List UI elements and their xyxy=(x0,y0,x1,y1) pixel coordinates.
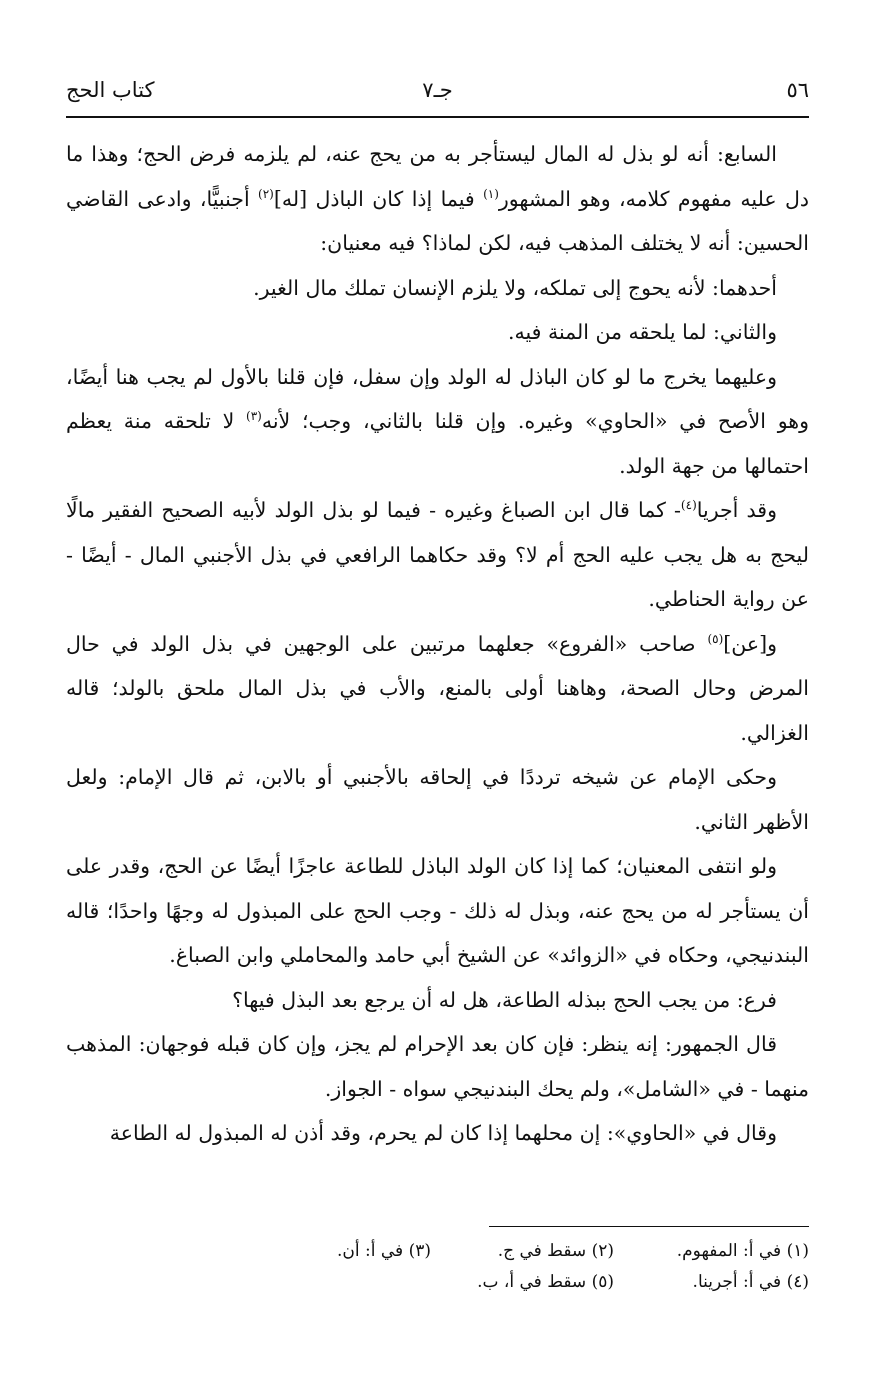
paragraph-text: صاحب «الفروع» جعلهما مرتبين على الوجهين في بذل الولد في حال المرض وحال الصحة، وهاهنا أولى بالمنع، والأب في بذل المال ملحق بالولد؛ قاله الغزالي. xyxy=(66,631,809,745)
paragraph xyxy=(66,266,809,311)
footnote-number: (٤) xyxy=(786,1272,809,1292)
paragraph-text: وعليهما يخرج ما لو كان الباذل له الولد وإن سفل، فإن قلنا بالأول لم يجب هنا أيضًا، وهو الأصح في «الحاوي» وغيره. وإن قلنا بالثاني، وجب؛ لأنه xyxy=(66,364,809,433)
footnote xyxy=(477,1267,614,1298)
paragraph-text: و[عن] xyxy=(723,631,777,656)
footnote-text: في أ: المفهوم. xyxy=(676,1241,782,1261)
footnote-text: سقط في أ، ب. xyxy=(477,1272,587,1292)
paragraph-text: وحكى الإمام عن شيخه ترددًا في إلحاقه بالأجنبي أو بالابن، ثم قال الإمام: ولعل الأظهر الثاني. xyxy=(66,765,809,834)
paragraph-text: فيما إذا كان الباذل [له] xyxy=(273,186,484,211)
footnote-number: (٢) xyxy=(591,1241,614,1261)
paragraph-text: أحدهما: لأنه يحوج إلى تملكه، ولا يلزم الإنسان تملك مال الغير. xyxy=(253,275,777,300)
paragraph xyxy=(66,622,809,756)
header-divider xyxy=(66,116,809,118)
footnote-row xyxy=(66,1236,809,1267)
footnote-marker: (٣) xyxy=(246,409,262,424)
paragraph-text: وقد أجريا xyxy=(696,498,777,522)
paragraph xyxy=(66,1111,809,1156)
footnote-row xyxy=(66,1267,809,1298)
book-title: كتاب الحج xyxy=(66,78,155,102)
paragraph xyxy=(66,844,809,978)
footnote-marker: (٤) xyxy=(680,498,697,513)
paragraph-text: أجنبيًّا، وادعى القاضي الحسين: أنه لا يختلف المذهب فيه، لكن لماذا؟ فيه معنيان: xyxy=(66,186,809,255)
footnote-divider xyxy=(489,1226,809,1227)
footnote xyxy=(677,1236,809,1267)
paragraph-text: فرع: من يجب الحج ببذله الطاعة، هل له أن يرجع بعد البذل فيها؟ xyxy=(232,987,777,1012)
paragraph-text: وقال في «الحاوي»: إن محلهما إذا كان لم يحرم، وقد أذن له المبذول له الطاعة xyxy=(109,1121,777,1145)
footnote-text: في أ: أجرينا. xyxy=(692,1272,782,1292)
paragraph xyxy=(66,1022,809,1111)
paragraph xyxy=(66,310,809,355)
footnote xyxy=(693,1267,809,1298)
footnote-marker: (٢) xyxy=(258,186,274,201)
paragraph xyxy=(66,755,809,844)
footnote-number: (١) xyxy=(786,1241,809,1261)
footnote-text: سقط في ج. xyxy=(497,1241,587,1261)
footnotes xyxy=(66,1236,809,1298)
footnote-number: (٥) xyxy=(591,1272,614,1292)
paragraph xyxy=(66,978,809,1023)
footnote-text: في أ: أن. xyxy=(337,1241,404,1261)
footnote xyxy=(337,1236,431,1267)
paragraph xyxy=(66,132,809,266)
footnote xyxy=(498,1236,614,1267)
paragraph-text: والثاني: لما يلحقه من المنة فيه. xyxy=(507,320,777,344)
paragraph-text: قال الجمهور: إنه ينظر: فإن كان بعد الإحرام لم يجز، وإن كان قبله فوجهان: المذهب منهما - في «الشامل»، ولم يحك البندنيجي سواه - الجواز. xyxy=(66,1032,809,1101)
paragraph-text: ولو انتفى المعنيان؛ كما إذا كان الولد الباذل للطاعة عاجزًا أيضًا عن الحج، وقدر على أن يستأجر له من يحج عنه، وبذل له ذلك - وجب الحج على المبذول له وجهًا واحدًا؛ قاله البندنيجي، وحكاه في «الزوائد» عن الشيخ أبي حامد والمحاملي وابن الصباغ. xyxy=(66,854,809,967)
footnote-number: (٣) xyxy=(408,1241,431,1261)
body-text xyxy=(66,132,809,1156)
paragraph xyxy=(66,355,809,489)
footnote-marker: (١) xyxy=(483,186,499,201)
footnote-marker: (٥) xyxy=(707,631,724,646)
paragraph xyxy=(66,488,809,622)
page-number: ٥٦ xyxy=(786,78,809,102)
page-header xyxy=(66,72,809,108)
volume-label: جـ٧ xyxy=(422,78,453,102)
paragraph-text: لا تلحقه منة يعظم احتمالها من جهة الولد. xyxy=(66,409,809,478)
paragraph-text: السابع: أنه لو بذل له المال ليستأجر به من يحج عنه، لم يلزمه فرض الحج؛ وهذا ما دل عليه مفهوم كلامه، وهو المشهور xyxy=(66,142,809,211)
paragraph-text: - كما قال ابن الصباغ وغيره - فيما لو بذل الولد لأبيه الصحيح الفقير مالًا ليحج به هل يجب عليه الحج أم لا؟ وقد حكاهما الرافعي في بذل الأجنبي المال - أيضًا - عن رواية الحناطي. xyxy=(66,498,809,611)
